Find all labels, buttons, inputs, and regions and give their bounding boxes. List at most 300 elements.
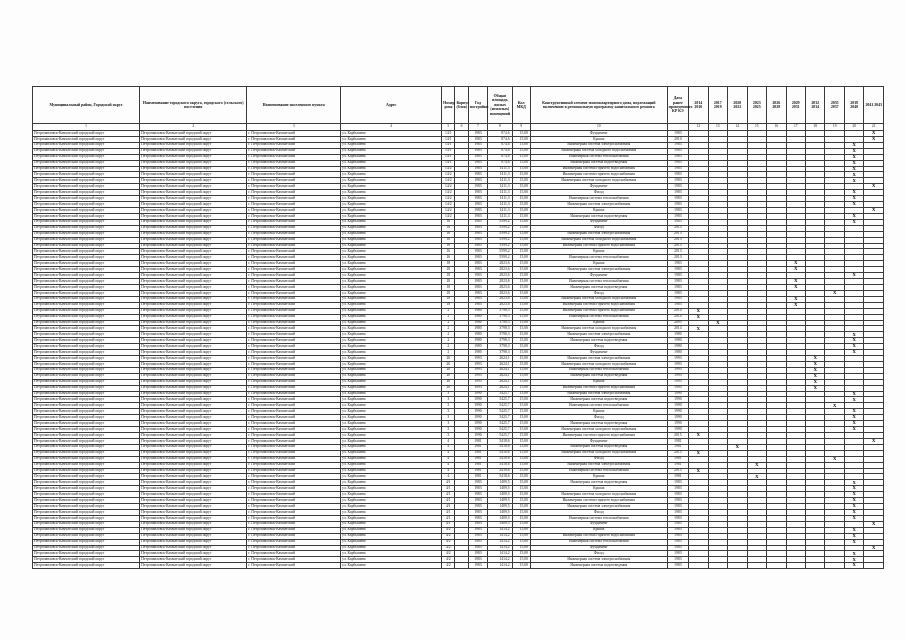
locality-cell: г. Петропавловск-Камчатский [247,202,341,208]
locality-cell: г. Петропавловск-Камчатский [247,515,341,521]
structural-element-cell: Инженерная система теплоснабжения [530,468,667,474]
mkd-count-cell: 15,00 [512,515,530,521]
locality-cell: г. Петропавловск-Камчатский [247,196,341,202]
last-repair-date-cell: 1983 [667,563,688,569]
settlement-cell: Петропавловск-Камчатский городской округ [140,385,247,391]
area-cell: 3798,3 [488,332,512,338]
address-cell: ул. Карбышева [341,344,442,350]
structural-element-cell: Инженерная система водоотведения [530,160,667,166]
area-cell: 3798,3 [488,308,512,314]
locality-cell: г. Петропавловск-Камчатский [247,563,341,569]
address-cell: ул. Карбышева [341,474,442,480]
area-cell: 2823,6 [488,273,512,279]
build-year-cell: 1981 [468,438,487,444]
last-repair-date-cell: 1981 [667,474,688,480]
district-cell: Петропавловск-Камчатский городской округ [33,184,140,190]
settlement-cell: Петропавловск-Камчатский городской округ [140,486,247,492]
mkd-count-cell: 15,00 [512,237,530,243]
area-cell: 3798,3 [488,314,512,320]
build-year-cell: 1980 [468,332,487,338]
area-cell: 1414,2 [488,551,512,557]
settlement-cell: Петропавловск-Камчатский городской округ [140,136,247,142]
locality-cell: г. Петропавловск-Камчатский [247,480,341,486]
structural-element-cell: Фундамент [530,350,667,356]
period-mark: X [805,373,824,379]
column-header: Дата ранее проведенного КР КЭ [667,87,688,124]
column-number-row [33,124,884,131]
house-number-cell: 4/1 [442,510,455,516]
house-number-cell: 3 [442,427,455,433]
house-number-cell: 20 [442,361,455,367]
period-mark: X [844,172,863,178]
mkd-count-cell: 15,00 [512,196,530,202]
house-number-cell: 2 [442,350,455,356]
mkd-count-cell: 15,00 [512,344,530,350]
column-number: 4 [341,124,442,131]
structural-element-cell: Инженерная система теплоснабжения [530,255,667,261]
period-mark: X [786,296,805,302]
house-number-cell: 14/1 [442,148,455,154]
last-repair-date-cell: 1983 [667,207,688,213]
locality-cell: г. Петропавловск-Камчатский [247,510,341,516]
build-year-cell: 1993 [468,385,487,391]
district-cell: Петропавловск-Камчатский городской округ [33,202,140,208]
build-year-cell: 1983 [468,219,487,225]
column-number: 10 [530,124,667,131]
period-mark: X [844,498,863,504]
house-number-cell: 18 [442,273,455,279]
settlement-cell: Петропавловск-Камчатский городской округ [140,154,247,160]
last-repair-date-cell: 1983 [667,504,688,510]
house-number-cell: 14/1 [442,154,455,160]
build-year-cell: 1983 [468,504,487,510]
period-mark: X [844,213,863,219]
build-year-cell: 1983 [468,202,487,208]
locality-cell: г. Петропавловск-Камчатский [247,433,341,439]
build-year-cell: 1990 [468,427,487,433]
structural-element-cell: Инженерная система водоотведения [530,284,667,290]
last-repair-date-cell: 1981 [667,438,688,444]
district-cell: Петропавловск-Камчатский городской округ [33,237,140,243]
district-cell: Петропавловск-Камчатский городской округ [33,326,140,332]
mkd-count-cell: 15,00 [512,438,530,444]
build-year-cell: 1983 [468,284,487,290]
structural-element-cell: Инженерная система теплоснабжения [530,154,667,160]
settlement-cell: Петропавловск-Камчатский городской округ [140,350,247,356]
structural-element-cell: Инженерная система электроснабжения [530,504,667,510]
build-year-cell: 1983 [468,184,487,190]
address-cell: ул. Карбышева [341,515,442,521]
period-cell [786,563,805,569]
mkd-count-cell: 15,00 [512,563,530,569]
build-year-cell: 1981 [468,450,487,456]
area-cell: 2823,6 [488,279,512,285]
area-cell: 1411,3 [488,196,512,202]
build-year-cell: 1983 [468,154,487,160]
structural-element-cell: Крыша [530,261,667,267]
address-cell: ул. Карбышева [341,545,442,551]
area-cell: 5425,7 [488,391,512,397]
column-number: 12 [689,124,708,131]
build-year-cell: 1983 [468,492,487,498]
area-cell: 1409,5 [488,510,512,516]
period-mark: X [825,456,844,462]
address-cell: ул. Карбышева [341,338,442,344]
structural-element-cell: Инженерная система водоотведения [530,397,667,403]
period-mark: X [786,261,805,267]
last-repair-date-cell: 1993 [667,356,688,362]
address-cell: ул. Карбышева [341,563,442,569]
house-number-cell: 16 [442,225,455,231]
house-number-cell: 16 [442,231,455,237]
house-number-cell: 20 [442,379,455,385]
settlement-cell: Петропавловск-Камчатский городской округ [140,178,247,184]
period-mark: X [844,391,863,397]
mkd-count-cell: 15,00 [512,243,530,249]
locality-cell: г. Петропавловск-Камчатский [247,462,341,468]
mkd-count-cell: 15,00 [512,320,530,326]
house-number-cell: 14/2 [442,196,455,202]
mkd-count-cell: 15,00 [512,326,530,332]
area-cell: 874,6 [488,160,512,166]
address-cell: ул. Карбышева [341,409,442,415]
last-repair-date-cell: 2013 [667,231,688,237]
mkd-count-cell: 15,00 [512,166,530,172]
mkd-count-cell: 15,00 [512,504,530,510]
mkd-count-cell: 15,00 [512,415,530,421]
house-number-cell: 2 [442,314,455,320]
mkd-count-cell: 15,00 [512,231,530,237]
district-cell: Петропавловск-Камчатский городской округ [33,196,140,202]
column-header: Наименование населенного пункта [247,87,341,124]
mkd-count-cell: 15,00 [512,172,530,178]
structural-element-cell: Инженерная система холодного водоснабжения [530,450,667,456]
build-year-cell: 1981 [468,444,487,450]
settlement-cell: Петропавловск-Камчатский городской округ [140,527,247,533]
period-mark: X [844,539,863,545]
house-number-cell: 4/1 [442,504,455,510]
address-cell: ул. Карбышева [341,131,442,137]
mkd-count-cell: 15,00 [512,397,530,403]
house-number-cell: 2 [442,320,455,326]
district-cell: Петропавловск-Камчатский городской округ [33,456,140,462]
area-cell: 2823,6 [488,267,512,273]
district-cell: Петропавловск-Камчатский городской округ [33,267,140,273]
period-cell [767,563,786,569]
build-year-cell: 1983 [468,148,487,154]
address-cell: ул. Карбышева [341,196,442,202]
structural-element-cell: Фундамент [530,521,667,527]
area-cell: 1409,5 [488,486,512,492]
district-cell: Петропавловск-Камчатский городской округ [33,545,140,551]
district-cell: Петропавловск-Камчатский городской округ [33,178,140,184]
structural-element-cell: Фундамент [530,273,667,279]
district-cell: Петропавловск-Камчатский городской округ [33,385,140,391]
house-number-cell: 4/1 [442,486,455,492]
locality-cell: г. Петропавловск-Камчатский [247,255,341,261]
period-cell [708,563,727,569]
mkd-count-cell: 15,00 [512,456,530,462]
area-cell: 1411,3 [488,184,512,190]
period-mark: X [844,504,863,510]
house-number-cell: 3 [442,391,455,397]
settlement-cell: Петропавловск-Камчатский городской округ [140,474,247,480]
last-repair-date-cell: 2013 [667,249,688,255]
address-cell: ул. Карбышева [341,361,442,367]
period-mark: X [689,450,708,456]
structural-element-cell: Инженерная система холодного водоснабжения [530,361,667,367]
block-cell [455,563,468,569]
district-cell: Петропавловск-Камчатский городской округ [33,557,140,563]
mkd-count-cell: 15,00 [512,184,530,190]
district-cell: Петропавловск-Камчатский городской округ [33,314,140,320]
structural-element-cell: Инженерная система холодного водоснабжения [530,178,667,184]
period-mark: X [844,510,863,516]
locality-cell: г. Петропавловск-Камчатский [247,521,341,527]
district-cell: Петропавловск-Камчатский городской округ [33,290,140,296]
structural-element-cell: Инженерная система теплоснабжения [530,539,667,545]
area-cell: 874,6 [488,148,512,154]
build-year-cell: 1983 [468,296,487,302]
build-year-cell: 1990 [468,409,487,415]
district-cell: Петропавловск-Камчатский городской округ [33,172,140,178]
address-cell: ул. Карбышева [341,154,442,160]
house-number-cell: 4/1 [442,480,455,486]
locality-cell: г. Петропавловск-Камчатский [247,243,341,249]
locality-cell: г. Петропавловск-Камчатский [247,344,341,350]
locality-cell: г. Петропавловск-Камчатский [247,326,341,332]
last-repair-date-cell: 1983 [667,219,688,225]
structural-element-cell: Фундамент [530,545,667,551]
locality-cell: г. Петропавловск-Камчатский [247,468,341,474]
structural-element-cell: Инженерная система водоотведения [530,444,667,450]
district-cell: Петропавловск-Камчатский городской округ [33,367,140,373]
settlement-cell: Петропавловск-Камчатский городской округ [140,403,247,409]
locality-cell: г. Петропавловск-Камчатский [247,160,341,166]
period-mark: X [844,557,863,563]
district-cell: Петропавловск-Камчатский городской округ [33,486,140,492]
settlement-cell: Петропавловск-Камчатский городской округ [140,557,247,563]
address-cell: ул. Карбышева [341,539,442,545]
build-year-cell: 1983 [468,273,487,279]
address-cell: ул. Карбышева [341,190,442,196]
build-year-cell: 1981 [468,462,487,468]
mkd-count-cell: 15,00 [512,545,530,551]
build-year-cell: 1980 [468,338,487,344]
settlement-cell: Петропавловск-Камчатский городской округ [140,361,247,367]
district-cell: Петропавловск-Камчатский городской округ [33,332,140,338]
district-cell: Петропавловск-Камчатский городской округ [33,444,140,450]
district-cell: Петропавловск-Камчатский городской округ [33,213,140,219]
mkd-count-cell: 15,00 [512,409,530,415]
area-cell: 1409,5 [488,521,512,527]
structural-element-cell: Инженерная система холодного водоснабжения [530,148,667,154]
locality-cell: г. Петропавловск-Камчатский [247,249,341,255]
build-year-cell: 1983 [468,521,487,527]
mkd-count-cell: 15,00 [512,480,530,486]
house-number-cell: 14/2 [442,202,455,208]
locality-cell: г. Петропавловск-Камчатский [247,397,341,403]
address-cell: ул. Карбышева [341,290,442,296]
house-number-cell: 4 [442,462,455,468]
locality-cell: г. Петропавловск-Камчатский [247,409,341,415]
locality-cell: г. Петропавловск-Камчатский [247,261,341,267]
area-cell: 3798,3 [488,338,512,344]
last-repair-date-cell: 2014 [667,308,688,314]
last-repair-date-cell: 1983 [667,527,688,533]
district-cell: Петропавловск-Камчатский городской округ [33,249,140,255]
mkd-count-cell: 15,00 [512,225,530,231]
address-cell: ул. Карбышева [341,142,442,148]
house-number-cell: 18 [442,261,455,267]
settlement-cell: Петропавловск-Камчатский городской округ [140,290,247,296]
build-year-cell: 1983 [468,279,487,285]
build-year-cell: 1981 [468,456,487,462]
structural-element-cell: Фасад [530,415,667,421]
period-mark: X [805,367,824,373]
area-cell: 1414,2 [488,527,512,533]
column-header: Год постройки [468,87,487,124]
period-mark: X [844,480,863,486]
locality-cell: г. Петропавловск-Камчатский [247,421,341,427]
address-cell: ул. Карбышева [341,456,442,462]
build-year-cell: 1990 [468,403,487,409]
structural-element-cell: Фасад [530,510,667,516]
last-repair-date-cell: 1983 [667,551,688,557]
locality-cell: г. Петропавловск-Камчатский [247,296,341,302]
house-number-cell: 18 [442,279,455,285]
district-cell: Петропавловск-Камчатский городской округ [33,148,140,154]
build-year-cell: 1983 [468,533,487,539]
structural-element-cell: Фасад [530,456,667,462]
period-mark: X [805,379,824,385]
build-year-cell: 1990 [468,421,487,427]
house-number-cell: 4/2 [442,539,455,545]
settlement-cell: Петропавловск-Камчатский городской округ [140,545,247,551]
area-cell: 1414,2 [488,563,512,569]
house-number-cell: 4 [442,438,455,444]
mkd-count-cell: 15,00 [512,219,530,225]
area-cell: 1409,5 [488,515,512,521]
period-mark: X [844,219,863,225]
last-repair-date-cell: 2014 [667,314,688,320]
locality-cell: г. Петропавловск-Камчатский [247,302,341,308]
address-cell: ул. Карбышева [341,284,442,290]
district-cell: Петропавловск-Камчатский городской округ [33,391,140,397]
structural-element-cell: Инженерная система холодного водоснабжения [530,326,667,332]
locality-cell: г. Петропавловск-Камчатский [247,361,341,367]
locality-cell: г. Петропавловск-Камчатский [247,403,341,409]
address-cell: ул. Карбышева [341,255,442,261]
column-header: Кол МКД [512,87,530,124]
address-cell: ул. Карбышева [341,136,442,142]
house-number-cell: 3 [442,415,455,421]
last-repair-date-cell: 1980 [667,338,688,344]
mkd-count-cell: 15,00 [512,350,530,356]
last-repair-date-cell: 1983 [667,166,688,172]
mkd-count-cell: 15,00 [512,527,530,533]
district-cell: Петропавловск-Камчатский городской округ [33,361,140,367]
build-year-cell: 1983 [468,243,487,249]
mkd-count-cell: 15,00 [512,261,530,267]
period-mark: X [864,521,884,527]
house-number-cell: 20 [442,356,455,362]
locality-cell: г. Петропавловск-Камчатский [247,350,341,356]
area-cell: 1409,5 [488,504,512,510]
area-cell: 5599,2 [488,237,512,243]
locality-cell: г. Петропавловск-Камчатский [247,474,341,480]
column-header: 2026 2028 [767,87,786,124]
area-cell: 1409,5 [488,498,512,504]
last-repair-date-cell: 2005 [667,320,688,326]
house-number-cell: 4 [442,468,455,474]
last-repair-date-cell: 1983 [667,486,688,492]
address-cell: ул. Карбышева [341,231,442,237]
column-header: Наименование городского округа, городского (сельского) поселения [140,87,247,124]
settlement-cell: Петропавловск-Камчатский городской округ [140,225,247,231]
structural-element-cell: Крыша [530,207,667,213]
house-number-cell: 2 [442,308,455,314]
build-year-cell: 1983 [468,302,487,308]
column-number: 3 [247,124,341,131]
area-cell: 1414,2 [488,539,512,545]
address-cell: ул. Карбышева [341,498,442,504]
district-cell: Петропавловск-Камчатский городской округ [33,527,140,533]
table-body [33,124,884,569]
build-year-cell: 1983 [468,160,487,166]
address-cell: ул. Карбышева [341,225,442,231]
house-number-cell: 4/1 [442,521,455,527]
district-cell: Петропавловск-Камчатский городской округ [33,498,140,504]
build-year-cell: 1983 [468,207,487,213]
settlement-cell: Петропавловск-Камчатский городской округ [140,427,247,433]
district-cell: Петропавловск-Камчатский городской округ [33,207,140,213]
locality-cell: г. Петропавловск-Камчатский [247,237,341,243]
district-cell: Петропавловск-Камчатский городской округ [33,243,140,249]
locality-cell: г. Петропавловск-Камчатский [247,444,341,450]
district-cell: Петропавловск-Камчатский городской округ [33,273,140,279]
address-cell: ул. Карбышева [341,379,442,385]
address-cell: ул. Карбышева [341,356,442,362]
address-cell: ул. Карбышева [341,486,442,492]
house-number-cell: 4/1 [442,492,455,498]
area-cell: 874,6 [488,154,512,160]
build-year-cell: 1983 [468,196,487,202]
area-cell: 874,6 [488,131,512,137]
mkd-count-cell: 15,00 [512,302,530,308]
settlement-cell: Петропавловск-Камчатский городской округ [140,551,247,557]
locality-cell: г. Петропавловск-Камчатский [247,219,341,225]
build-year-cell: 1983 [468,486,487,492]
mkd-count-cell: 15,00 [512,539,530,545]
period-mark: X [786,279,805,285]
last-repair-date-cell: 2010 [667,136,688,142]
column-header: Конструктивный элемент многоквартирного дома, подлежащий включению в региональную программу капитального ремонта [530,87,667,124]
house-number-cell: 4/2 [442,533,455,539]
column-header: 2038 2040 [844,87,863,124]
last-repair-date-cell: 1983 [667,273,688,279]
last-repair-date-cell: 2015 [667,450,688,456]
house-number-cell: 4/2 [442,563,455,569]
house-number-cell: 16 [442,255,455,261]
area-cell: 2624,1 [488,379,512,385]
period-mark: X [689,308,708,314]
locality-cell: г. Петропавловск-Камчатский [247,533,341,539]
address-cell: ул. Карбышева [341,397,442,403]
column-header: 2029 2031 [786,87,805,124]
build-year-cell: 1983 [468,261,487,267]
area-cell: 2823,6 [488,302,512,308]
